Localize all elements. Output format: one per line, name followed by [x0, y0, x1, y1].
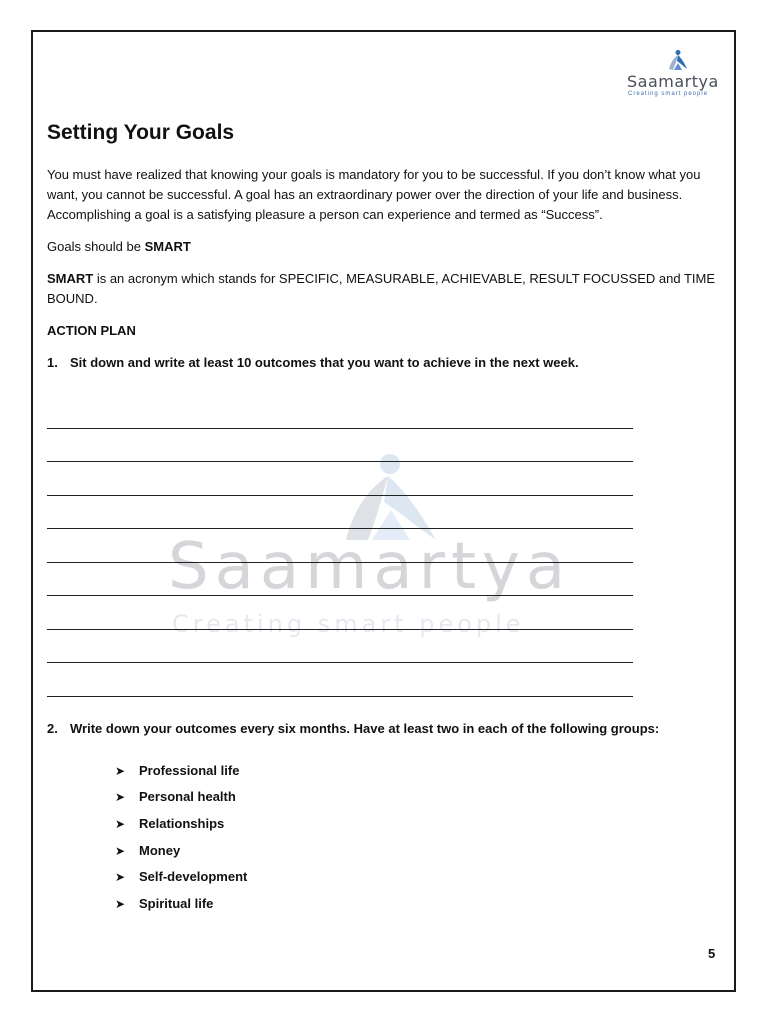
- logo-tagline: Creating smart people: [628, 91, 709, 97]
- step-1-number: 1.: [47, 355, 58, 370]
- writing-line[interactable]: [47, 663, 633, 697]
- arrow-bullet-icon: ➤: [115, 896, 126, 911]
- outcome-groups-list: [115, 761, 719, 921]
- list-item: [115, 841, 719, 868]
- step-2-text: Write down your outcomes every six months. Have at least two in each of the following groups:: [70, 720, 660, 736]
- outcome-writing-lines: [47, 395, 633, 697]
- arrow-bullet-icon: ➤: [115, 870, 126, 885]
- list-item: [115, 867, 719, 894]
- list-item: [115, 787, 719, 814]
- group-label: Personal health: [139, 789, 236, 805]
- writing-line[interactable]: [47, 462, 633, 496]
- smart-definition: [47, 269, 719, 309]
- writing-line[interactable]: [47, 563, 633, 597]
- group-label: Self-development: [139, 869, 248, 885]
- group-label: Professional life: [139, 762, 240, 778]
- arrow-bullet-icon: ➤: [115, 816, 126, 831]
- group-label: Spiritual life: [139, 895, 214, 911]
- writing-line[interactable]: [47, 429, 633, 463]
- arrow-bullet-icon: ➤: [115, 843, 126, 858]
- arrow-bullet-icon: ➤: [115, 790, 126, 805]
- document-body: [47, 118, 719, 921]
- action-plan-heading: ACTION PLAN: [47, 323, 136, 338]
- writing-line[interactable]: [47, 630, 633, 664]
- intro-paragraph: You must have realized that knowing your goals is mandatory for you to be successful. If you don’t know what you want, you cannot be successful. A goal has an extraordinary power over the direction of your life and business. Accomplishing a goal is a satisfying pleasure a person can experience and termed as “Success”.: [47, 167, 701, 222]
- goals-emphasis: SMART: [144, 239, 191, 254]
- step-1: [47, 353, 719, 373]
- watermark-name: Saamartya: [168, 530, 572, 604]
- list-item: [115, 761, 719, 788]
- smart-definition-text: is an acronym which stands for SPECIFIC, MEASURABLE, ACHIEVABLE, RESULT FOCUSSED and TIME BOUND.: [47, 271, 716, 306]
- arrow-bullet-icon: ➤: [115, 763, 126, 778]
- smart-term: SMART: [47, 271, 94, 286]
- list-item: [115, 894, 719, 921]
- group-label: Relationships: [139, 815, 225, 831]
- writing-line[interactable]: [47, 596, 633, 630]
- watermark-tagline: Creating smart people: [172, 610, 525, 638]
- logo-figure-icon: [665, 49, 691, 73]
- goals-smart-line: [47, 237, 719, 257]
- group-label: Money: [139, 842, 181, 858]
- logo-name: Saamartya: [627, 72, 719, 91]
- page-title: Setting Your Goals: [47, 121, 235, 144]
- page-number: 5: [708, 946, 716, 961]
- saamartya-logo: [611, 45, 721, 105]
- step-2: [47, 719, 719, 739]
- writing-line[interactable]: [47, 496, 633, 530]
- writing-line[interactable]: [47, 395, 633, 429]
- step-1-text: Sit down and write at least 10 outcomes that you want to achieve in the next week.: [70, 355, 579, 370]
- list-item: [115, 814, 719, 841]
- step-2-number: 2.: [47, 720, 58, 736]
- goals-prefix: Goals should be: [47, 239, 145, 254]
- writing-line[interactable]: [47, 529, 633, 563]
